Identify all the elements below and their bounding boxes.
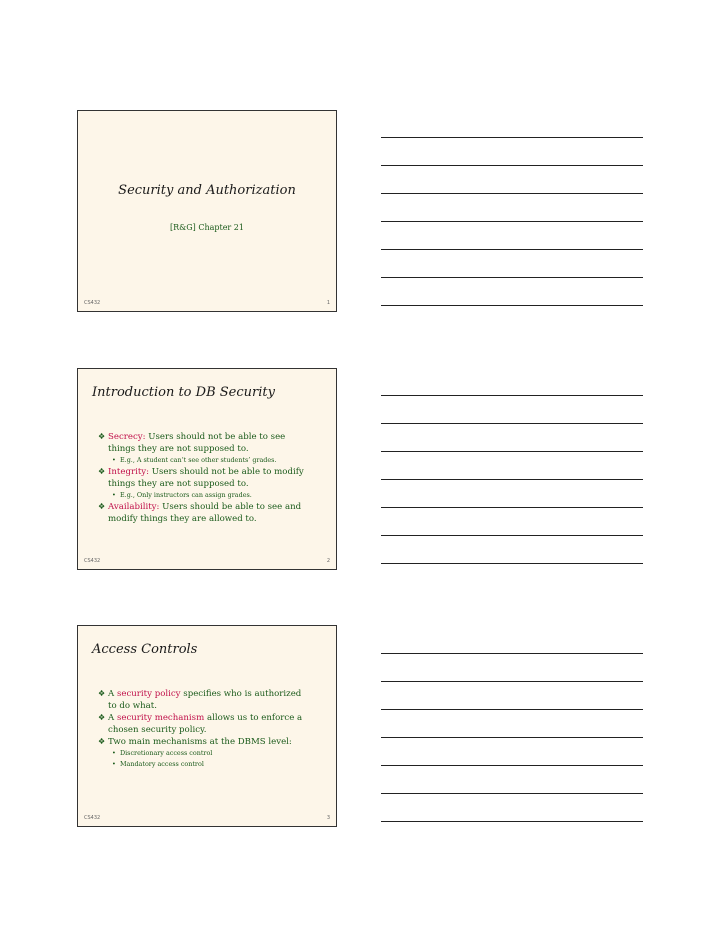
bullet-mechanisms <box>98 736 330 748</box>
note-line <box>381 507 643 508</box>
slide-2-footer-course: CS432 <box>84 558 101 564</box>
bullet-security-mechanism <box>98 712 330 736</box>
note-line <box>381 221 643 222</box>
bullet-icon: ❖ <box>98 432 106 441</box>
note-line <box>381 165 643 166</box>
bullet-security-policy <box>98 688 330 712</box>
slide-1-footer-course: CS432 <box>84 300 101 306</box>
bullet-icon: ❖ <box>98 467 106 476</box>
slide-2 <box>77 368 337 570</box>
bullet-term: security policy <box>116 689 181 699</box>
bullet-integrity <box>98 466 330 490</box>
sub-bullet <box>98 490 330 501</box>
note-line <box>381 765 643 766</box>
bullet-text: Users should not be able to modify <box>149 467 304 477</box>
sub-bullet-text: Mandatory access control <box>120 760 204 768</box>
slide-1-title: Security and Authorization <box>118 183 296 198</box>
sub-bullet-icon: • <box>112 760 116 768</box>
note-line <box>381 137 643 138</box>
note-line <box>381 249 643 250</box>
note-line <box>381 793 643 794</box>
sub-bullet <box>98 748 330 759</box>
slide-2-footer-number: 2 <box>326 558 330 564</box>
sub-bullet-icon: • <box>112 456 116 464</box>
note-line <box>381 193 643 194</box>
note-line <box>381 709 643 710</box>
bullet-term: security mechanism <box>116 713 205 723</box>
slide-3-footer-number: 3 <box>326 815 330 821</box>
bullet-text: A <box>108 713 117 723</box>
bullet-text: things they are not supposed to. <box>108 444 249 454</box>
slide-1-footer-number: 1 <box>326 300 330 306</box>
bullet-icon: ❖ <box>98 713 106 722</box>
note-line <box>381 737 643 738</box>
note-line <box>381 305 643 306</box>
note-line <box>381 423 643 424</box>
bullet-text: things they are not supposed to. <box>108 479 249 489</box>
sub-bullet-icon: • <box>112 491 116 499</box>
note-line <box>381 681 643 682</box>
sub-bullet-text: Discretionary access control <box>120 749 213 757</box>
slide-1 <box>77 110 337 312</box>
note-line <box>381 653 643 654</box>
note-line <box>381 395 643 396</box>
bullet-text: to do what. <box>108 701 157 711</box>
bullet-text: allows us to enforce a <box>204 713 303 723</box>
slide-3-bullets <box>98 688 330 770</box>
slide-2-title: Introduction to DB Security <box>92 385 275 400</box>
slide-3 <box>77 625 337 827</box>
bullet-text: Users should not be able to see <box>145 432 286 442</box>
note-line <box>381 479 643 480</box>
slide-1-subtitle: [R&G] Chapter 21 <box>170 223 244 232</box>
note-line <box>381 535 643 536</box>
bullet-icon: ❖ <box>98 502 106 511</box>
sub-bullet-text: E.g., Only instructors can assign grades. <box>120 491 252 499</box>
sub-bullet-text: E.g., A student can’t see other students’ grades. <box>120 456 277 464</box>
sub-bullet <box>98 759 330 770</box>
note-line <box>381 451 643 452</box>
bullet-term: Secrecy: <box>108 432 146 442</box>
slide-3-title: Access Controls <box>92 642 198 657</box>
note-line <box>381 821 643 822</box>
sub-bullet <box>98 455 330 466</box>
bullet-term: Availability: <box>108 502 160 512</box>
note-line <box>381 563 643 564</box>
bullet-term: Integrity: <box>108 467 150 477</box>
bullet-text: modify things they are allowed to. <box>108 514 257 524</box>
bullet-availability <box>98 501 330 525</box>
bullet-text: A <box>108 689 117 699</box>
bullet-text: chosen security policy. <box>108 725 207 735</box>
slide-3-footer-course: CS432 <box>84 815 101 821</box>
slide-2-bullets <box>98 431 330 525</box>
bullet-text: Users should be able to see and <box>159 502 302 512</box>
bullet-text: specifies who is authorized <box>180 689 302 699</box>
note-line <box>381 277 643 278</box>
sub-bullet-icon: • <box>112 749 116 757</box>
bullet-icon: ❖ <box>98 737 106 746</box>
bullet-text: Two main mechanisms at the DBMS level: <box>108 737 292 747</box>
bullet-secrecy <box>98 431 330 455</box>
bullet-icon: ❖ <box>98 689 106 698</box>
